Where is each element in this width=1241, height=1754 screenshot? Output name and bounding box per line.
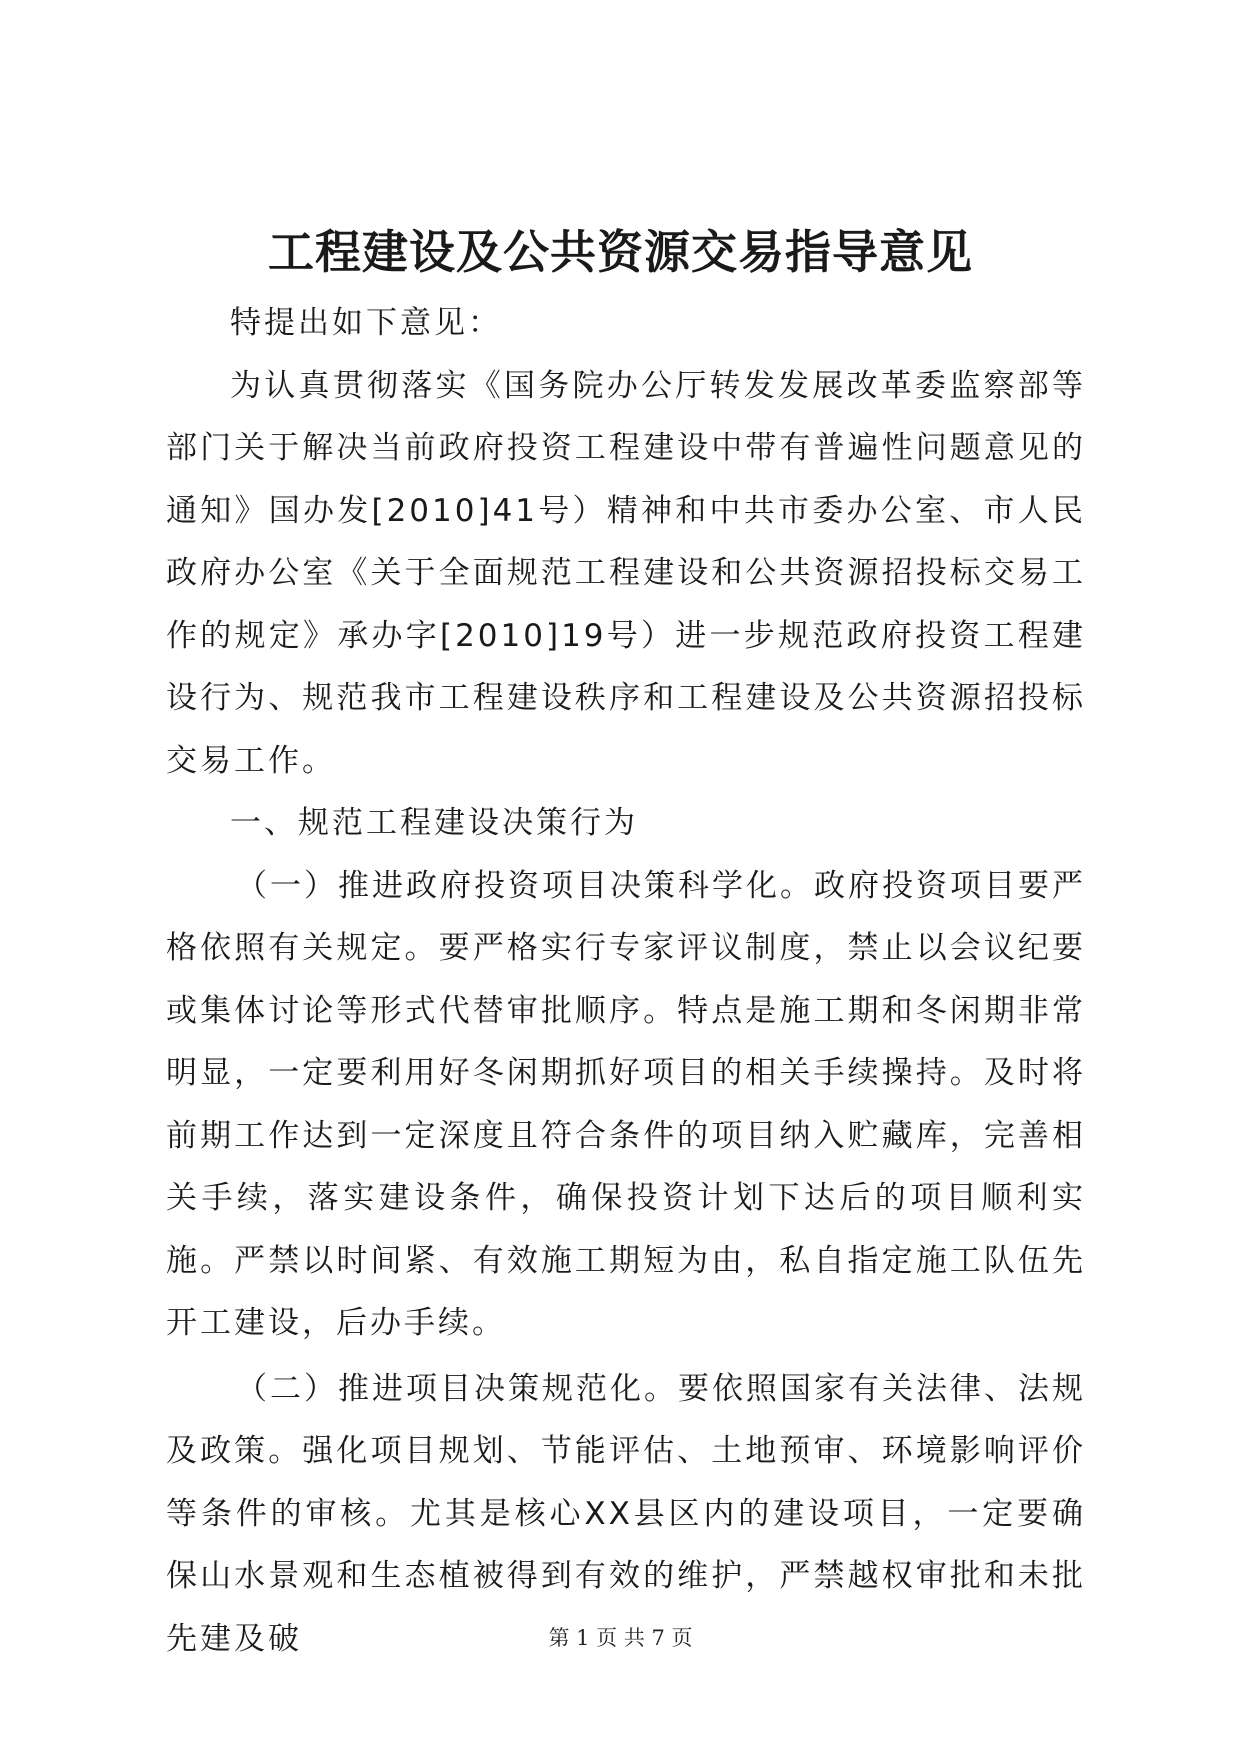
document-title: 工程建设及公共资源交易指导意见 <box>268 225 973 279</box>
paragraph-item-2: （二）推进项目决策规范化。要依照国家有关法律、法规及政策。强化项目规划、节能评估、土地预审、环境影响评价等条件的审核。尤其是核心XX县区内的建设项目，一定要确保山水景观和生态植被得到有效的维护，严禁越权审批和未批先建及破 <box>166 1370 1086 1657</box>
document-body <box>166 292 1086 1670</box>
paragraph-item-1: （一）推进政府投资项目决策科学化。政府投资项目要严格依照有关规定。要严格实行专家评议制度，禁止以会议纪要或集体讨论等形式代替审批顺序。特点是施工期和冬闲期非常明显，一定要利用好冬闲期抓好项目的相关手续操持。及时将前期工作达到一定深度且符合条件的项目纳入贮藏库，完善相关手续，落实建设条件，确保投资计划下达后的项目顺利实施。严禁以时间紧、有效施工期短为由，私自指定施工队伍先开工建设，后办手续。 <box>166 867 1086 1341</box>
paragraph-intro: 特提出如下意见： <box>230 305 502 341</box>
paragraph-purpose: 为认真贯彻落实《国务院办公厅转发发展改革委监察部等部门关于解决当前政府投资工程建设中带有普遍性问题意见的通知》国办发[2010]41号）精神和中共市委办公室、市人民政府办公室《关于全面规范工程建设和公共资源招投标交易工作的规定》承办字[2010]19号）进一步规范政府投资工程建设行为、规范我市工程建设秩序和工程建设及公共资源招投标交易工作。 <box>166 367 1086 779</box>
page-footer: 第 1 页 共 7 页 <box>548 1626 693 1650</box>
section-heading-1: 一、规范工程建设决策行为 <box>230 805 638 841</box>
